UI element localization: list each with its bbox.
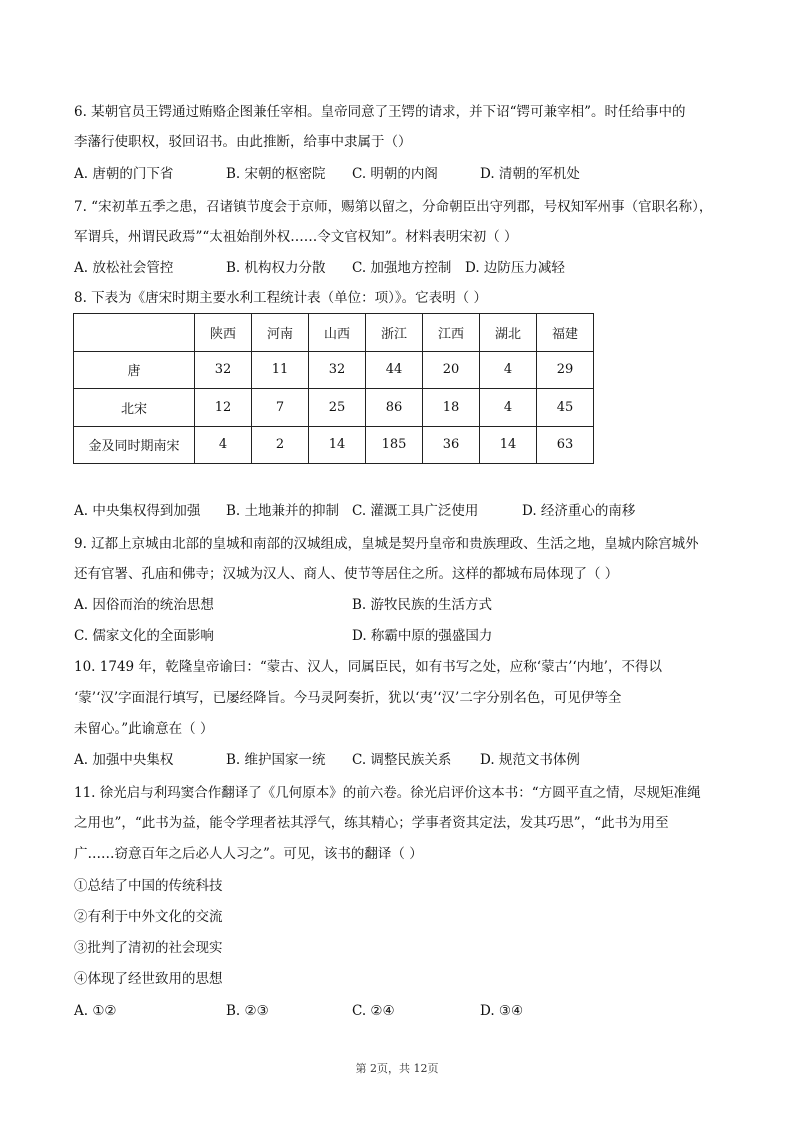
table-row bbox=[74, 426, 594, 464]
table-cell: 29 bbox=[537, 351, 594, 389]
table-cell: 44 bbox=[366, 351, 423, 389]
q11-item-1: ①总结了中国的传统科技 bbox=[74, 878, 223, 894]
table-row bbox=[74, 389, 594, 427]
table-cell: 20 bbox=[423, 351, 480, 389]
q11-stem-line-2: 之用也”，“此书为益，能令学理者祛其浮气，练其精心；学事者资其定法，发其巧思”，“此书为用至 bbox=[74, 815, 669, 831]
q11-option-a: A. ①② bbox=[74, 1003, 117, 1019]
table-corner-cell bbox=[74, 314, 195, 352]
row-label: 金及同时期南宋 bbox=[74, 426, 195, 464]
row-label: 唐 bbox=[74, 351, 195, 389]
table-cell: 4 bbox=[480, 389, 537, 427]
q6-option-a: A. 唐朝的门下省 bbox=[74, 166, 174, 182]
row-label: 北宋 bbox=[74, 389, 195, 427]
table-header-cell: 山西 bbox=[309, 314, 366, 352]
q6-option-c: C. 明朝的内阁 bbox=[352, 166, 438, 182]
q11-item-3: ③批判了清初的社会现实 bbox=[74, 940, 223, 956]
q7-stem-line-2: 军谓兵，州谓民政焉”“太祖始削外权……令文官权知”。材料表明宋初（ ） bbox=[74, 229, 518, 245]
q7-option-c: C. 加强地方控制 bbox=[352, 260, 452, 276]
table-cell: 11 bbox=[252, 351, 309, 389]
q7-option-a: A. 放松社会管控 bbox=[74, 260, 174, 276]
q11-stem-line-1: 11. 徐光启与利玛窦合作翻译了《几何原本》的前六卷。徐光启评价这本书：“方圆平直之情，尽规矩准绳 bbox=[74, 785, 701, 801]
table-cell: 45 bbox=[537, 389, 594, 427]
q10-option-b: B. 维护国家一统 bbox=[226, 752, 326, 768]
q8-stem: 8. 下表为《唐宋时期主要水利工程统计表（单位：项）》。它表明（ ） bbox=[74, 290, 487, 306]
table-header-row bbox=[74, 314, 594, 352]
q10-option-a: A. 加强中央集权 bbox=[74, 752, 174, 768]
table-header-cell: 江西 bbox=[423, 314, 480, 352]
q8-option-d: D. 经济重心的南移 bbox=[522, 503, 636, 519]
table-cell: 32 bbox=[195, 351, 252, 389]
table-header-cell: 陕西 bbox=[195, 314, 252, 352]
q7-stem-line-1: 7. “宋初革五季之患，召诸镇节度会于京师，赐第以留之，分命朝臣出守列郡，号权知军州事（官职名称）， bbox=[74, 199, 713, 215]
q10-option-d: D. 规范文书体例 bbox=[480, 752, 580, 768]
q10-stem-line-2: ‘蒙’‘汉’字面混行填写，已屡经降旨。今马灵阿奏折，犹以‘夷’‘汉’二字分别名色，可见伊等全 bbox=[74, 690, 622, 706]
q9-option-b: B. 游牧民族的生活方式 bbox=[352, 597, 493, 613]
q11-option-c: C. ②④ bbox=[352, 1003, 395, 1019]
table-cell: 4 bbox=[195, 426, 252, 464]
q7-option-b: B. 机构权力分散 bbox=[226, 260, 326, 276]
q9-option-a: A. 因俗而治的统治思想 bbox=[74, 597, 214, 613]
q8-option-c: C. 灌溉工具广泛使用 bbox=[352, 503, 479, 519]
table-cell: 86 bbox=[366, 389, 423, 427]
table-header-cell: 浙江 bbox=[366, 314, 423, 352]
table-cell: 12 bbox=[195, 389, 252, 427]
q10-option-c: C. 调整民族关系 bbox=[352, 752, 452, 768]
q8-option-b: B. 土地兼并的抑制 bbox=[226, 503, 340, 519]
q11-option-d: D. ③④ bbox=[480, 1003, 524, 1019]
q6-option-d: D. 清朝的军机处 bbox=[480, 166, 580, 182]
table-cell: 32 bbox=[309, 351, 366, 389]
table-header-cell: 福建 bbox=[537, 314, 594, 352]
table-cell: 14 bbox=[480, 426, 537, 464]
q6-stem-line-1: 6. 某朝官员王锷通过贿赂企图兼任宰相。皇帝同意了王锷的请求，并下诏“锷可兼宰相”。时任给事中的 bbox=[74, 104, 686, 120]
q8-option-a: A. 中央集权得到加强 bbox=[74, 503, 201, 519]
q9-option-d: D. 称霸中原的强盛国力 bbox=[352, 628, 493, 644]
q11-item-4: ④体现了经世致用的思想 bbox=[74, 971, 223, 987]
table-cell: 4 bbox=[480, 351, 537, 389]
table-cell: 2 bbox=[252, 426, 309, 464]
table-cell: 25 bbox=[309, 389, 366, 427]
q11-item-2: ②有利于中外文化的交流 bbox=[74, 909, 223, 925]
table-cell: 36 bbox=[423, 426, 480, 464]
q9-stem-line-2: 还有官署、孔庙和佛寺；汉城为汉人、商人、使节等居住之所。这样的都城布局体现了（ ） bbox=[74, 566, 619, 582]
table-cell: 7 bbox=[252, 389, 309, 427]
page-footer: 第 2页，共 12页 bbox=[355, 1062, 439, 1075]
table-header-cell: 湖北 bbox=[480, 314, 537, 352]
q10-stem-line-1: 10. 1749 年，乾隆皇帝谕曰：“蒙古、汉人，同属臣民，如有书写之处，应称‘蒙古’‘内地’，不得以 bbox=[74, 659, 662, 675]
table-cell: 14 bbox=[309, 426, 366, 464]
q7-option-d: D. 边防压力减轻 bbox=[465, 260, 565, 276]
q11-option-b: B. ②③ bbox=[226, 1003, 269, 1019]
q6-option-b: B. 宋朝的枢密院 bbox=[226, 166, 326, 182]
q11-stem-line-3: 广……窃意百年之后必人人习之”。可见，该书的翻译（ ） bbox=[74, 846, 423, 862]
table-cell: 18 bbox=[423, 389, 480, 427]
q9-option-c: C. 儒家文化的全面影响 bbox=[74, 628, 214, 644]
q9-stem-line-1: 9. 辽都上京城由北部的皇城和南部的汉城组成，皇城是契丹皇帝和贵族理政、生活之地，皇城内除宫城外 bbox=[74, 536, 699, 552]
q10-stem-line-3: 未留心。”此谕意在（ ） bbox=[74, 721, 214, 737]
table-cell: 185 bbox=[366, 426, 423, 464]
table-row bbox=[74, 351, 594, 389]
table-cell: 63 bbox=[537, 426, 594, 464]
q6-stem-line-2: 李藩行使职权，驳回诏书。由此推断，给事中隶属于（） bbox=[74, 134, 412, 150]
table-header-cell: 河南 bbox=[252, 314, 309, 352]
water-projects-table bbox=[73, 313, 594, 464]
